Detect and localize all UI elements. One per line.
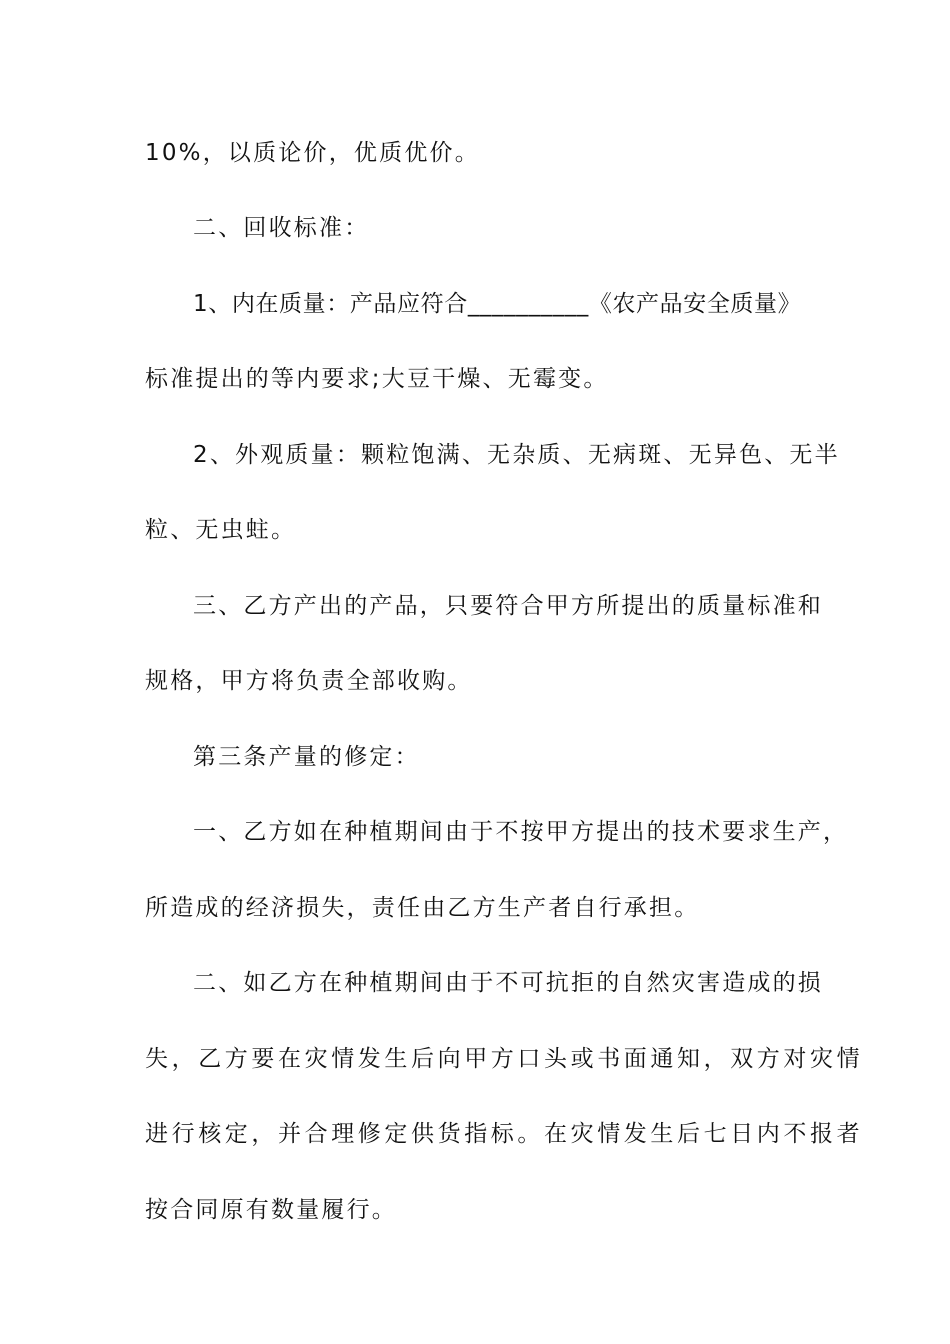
text-line-8: 规格，甲方将负责全部收购。 [145,668,473,694]
section-heading-recycling-standard: 二、回收标准： [193,215,370,241]
text-line-3: 1、内在质量：产品应符合__________《农产品安全质量》 [193,291,802,317]
text-line-11: 所造成的经济损失，责任由乙方生产者自行承担。 [145,895,700,921]
text-line-7: 三、乙方产出的产品，只要符合甲方所提出的质量标准和 [193,593,823,619]
text-line-4: 标准提出的等内要求;大豆干燥、无霉变。 [145,366,609,392]
article-heading-output-revision: 第三条产量的修定： [193,744,420,770]
text-line-1: 10%，以质论价，优质优价。 [145,140,480,166]
text-line-14: 进行核定，并合理修定供货指标。在灾情发生后七日内不报者 [145,1121,864,1147]
text-line-15: 按合同原有数量履行。 [145,1197,397,1223]
text-line-6: 粒、无虫蛀。 [145,517,297,543]
text-line-12: 二、如乙方在种植期间由于不可抗拒的自然灾害造成的损 [193,970,823,996]
text-line-10: 一、乙方如在种植期间由于不按甲方提出的技术要求生产， [193,819,849,845]
text-line-13: 失，乙方要在灾情发生后向甲方口头或书面通知，双方对灾情 [145,1046,864,1072]
text-line-5: 2、外观质量：颗粒饱满、无杂质、无病斑、无异色、无半 [193,442,840,468]
